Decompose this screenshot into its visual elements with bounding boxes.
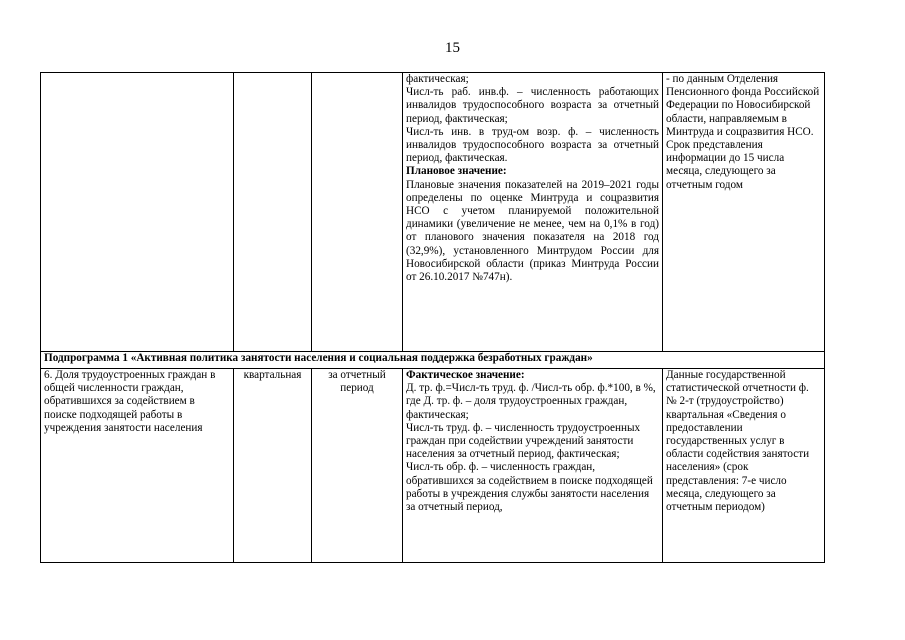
frequency-text: квартальная — [243, 369, 302, 381]
subprogram-title: Подпрограмма 1 «Активная политика занятости населения и социальная поддержка безработных граждан» — [41, 352, 825, 369]
table-row — [41, 73, 825, 352]
method-line: Числ-ть обр. ф. – численность граждан, обратившихся за содействием в поиске подходящей работы в учреждения службы занятости населения за отчетный период, — [406, 461, 653, 514]
fact-heading: Фактическое значение: — [406, 369, 525, 381]
indicator-name-cell — [41, 369, 234, 563]
plan-text: Плановые значения показателей на 2019–2021 годы определены по оценке Минтруда и соцразвития НСО с учетом планируемой положительной динамики (увеличение не менее, чем на 0,1% в год) от планового значения показателя на 2018 год (32,9%), установленного Минтрудом России для Новосибирской области (приказ Минтруда России от 26.10.2017 №747н). — [406, 178, 659, 284]
method-line: фактическая; — [406, 73, 469, 85]
method-cell — [403, 369, 663, 563]
plan-heading: Плановое значение: — [406, 165, 507, 178]
method-line: где Д. тр. ф. – доля трудоустроенных граждан, фактическая; — [406, 395, 628, 421]
method-line: Д. тр. ф.=Числ-ть труд. ф. /Числ-ть обр. ф.*100, в %, — [406, 382, 656, 395]
indicator-name: 6. Доля трудоустроенных граждан в общей численности граждан, обратившихся за содействием в поиске подходящей работы в учреждения занятости населения — [44, 369, 216, 434]
frequency-cell — [234, 73, 312, 352]
period-text: за отчетный период — [328, 369, 386, 395]
frequency-cell — [234, 369, 312, 563]
indicator-name-cell — [41, 73, 234, 352]
table-row — [41, 369, 825, 563]
source-cell — [663, 73, 825, 352]
period-cell — [312, 369, 403, 563]
source-cell — [663, 369, 825, 563]
source-text: Данные государственной статистической отчетности ф. № 2-т (трудоустройство) квартальная «Сведения о предоставлении государственных услуг в области содействия занятости населения» (срок представления: 7-е число месяца, следующего за отчетным периодом) — [666, 369, 810, 514]
page-number: 15 — [445, 40, 460, 56]
method-line: Числ-ть инв. в труд-ом возр. ф. – численность инвалидов трудоспособного возраста за отчетный период, фактическая. — [406, 125, 659, 165]
method-line: Числ-ть раб. инв.ф. – численность работающих инвалидов трудоспособного возраста за отчетный период, фактическая; — [406, 86, 659, 125]
method-cell — [403, 73, 663, 352]
period-cell — [312, 73, 403, 352]
indicators-table — [40, 72, 825, 563]
subprogram-row — [41, 352, 825, 369]
method-line: Числ-ть труд. ф. – численность трудоустроенных граждан при содействии учреждений занятости населения за отчетный период, фактическая; — [406, 421, 641, 461]
source-text: - по данным Отделения Пенсионного фонда Российской Федерации по Новосибирской области, направляемым в Минтруда и соцразвития НСО. Срок представления информации до 15 числа месяца, следующего за отчетным годом — [666, 73, 820, 191]
